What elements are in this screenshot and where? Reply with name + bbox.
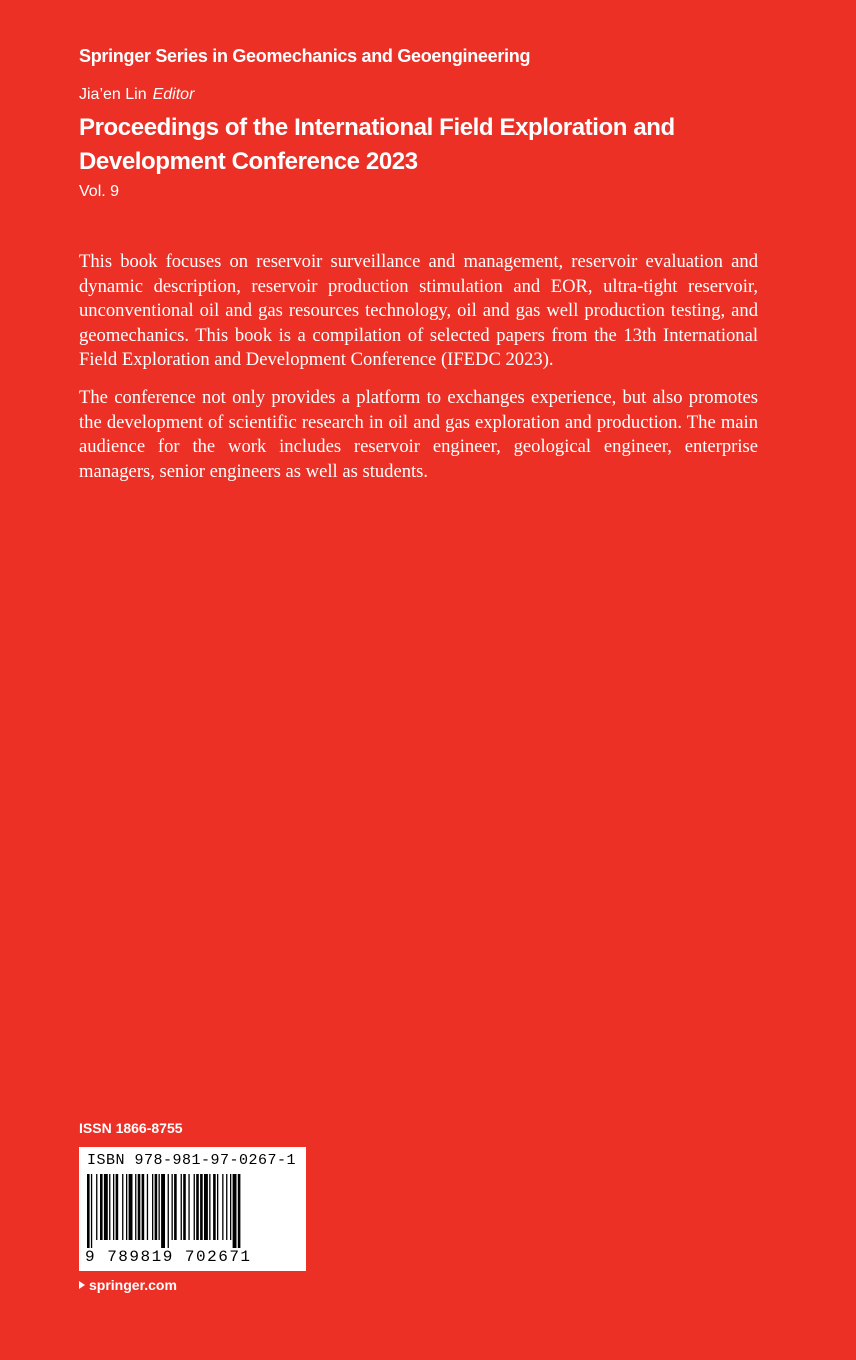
barcode-bar (238, 1174, 241, 1248)
barcode-bar (129, 1174, 133, 1240)
barcode-bar (168, 1174, 169, 1248)
barcode-bar (155, 1174, 158, 1240)
barcode-bar (91, 1174, 92, 1248)
barcode-bar (138, 1174, 141, 1240)
barcode-bar (135, 1174, 136, 1240)
barcode-bar (226, 1174, 227, 1240)
barcode-bar (222, 1174, 223, 1240)
barcode-bar (181, 1174, 182, 1240)
book-description (79, 250, 758, 497)
website-label: springer.com (89, 1277, 177, 1293)
arrow-right-icon (79, 1281, 85, 1289)
barcode-bar (152, 1174, 153, 1240)
barcode-bar (172, 1174, 173, 1240)
barcode-bar (217, 1174, 218, 1240)
barcode-bar (230, 1174, 231, 1240)
description-paragraph-1: This book focuses on reservoir surveillance and management, reservoir evaluation and dynamic description, reservoir production stimulation and EOR, ultra-tight reservoir, unconventional oil and gas resources technology, oil and gas well production testing, and geomechanics. This book is a compilation of selected papers from the 13th International Field Exploration and Development Conference (IFEDC 2023). (79, 251, 758, 371)
volume-number: Vol. 9 (79, 183, 120, 200)
barcode-digits: 9 789819 702671 (85, 1248, 252, 1266)
editor-role: Editor (152, 86, 195, 103)
barcode-bar (204, 1174, 208, 1240)
barcode-bar (174, 1174, 177, 1240)
barcode-bar (213, 1174, 216, 1240)
description-paragraph-2: The conference not only provides a platform to exchanges experience, but also promotes the development of scientific research in oil and gas exploration and production. The main audience for the work includes reservoir engineer, geological engineer, enterprise managers, senior engineers as well as students. (79, 386, 758, 482)
barcode-bar (142, 1174, 145, 1240)
barcode-bar (200, 1174, 203, 1240)
barcode-bar (159, 1174, 160, 1240)
barcode-bar (147, 1174, 148, 1240)
book-title: Proceedings of the International Field Exploration and Development Conference 2023 (79, 114, 675, 175)
barcode-bar (96, 1174, 97, 1240)
barcode-bar (194, 1174, 195, 1240)
barcode-bar (113, 1174, 114, 1240)
issn-number: ISSN 1866-8755 (79, 1120, 183, 1136)
editor-name: Jia’en Lin (79, 86, 147, 103)
editor-line (79, 86, 194, 104)
barcode-bar (209, 1174, 210, 1240)
barcode-bar (126, 1174, 127, 1240)
isbn-barcode (79, 1147, 306, 1271)
barcode-bar (188, 1174, 189, 1240)
barcode-bar (161, 1174, 165, 1248)
barcode-bar (87, 1174, 90, 1248)
isbn-label: ISBN 978-981-97-0267-1 (87, 1152, 297, 1169)
barcode-bar (100, 1174, 103, 1240)
series-title: Springer Series in Geomechanics and Geoengineering (79, 46, 531, 66)
barcode-bar (104, 1174, 108, 1240)
barcode-bar (109, 1174, 110, 1240)
barcode-bars-icon (87, 1174, 277, 1248)
publisher-website-link[interactable] (79, 1277, 177, 1293)
barcode-bar (196, 1174, 199, 1240)
barcode-bar (122, 1174, 123, 1240)
barcode-bar (233, 1174, 237, 1248)
barcode-bar (116, 1174, 119, 1240)
barcode-bar (183, 1174, 186, 1240)
